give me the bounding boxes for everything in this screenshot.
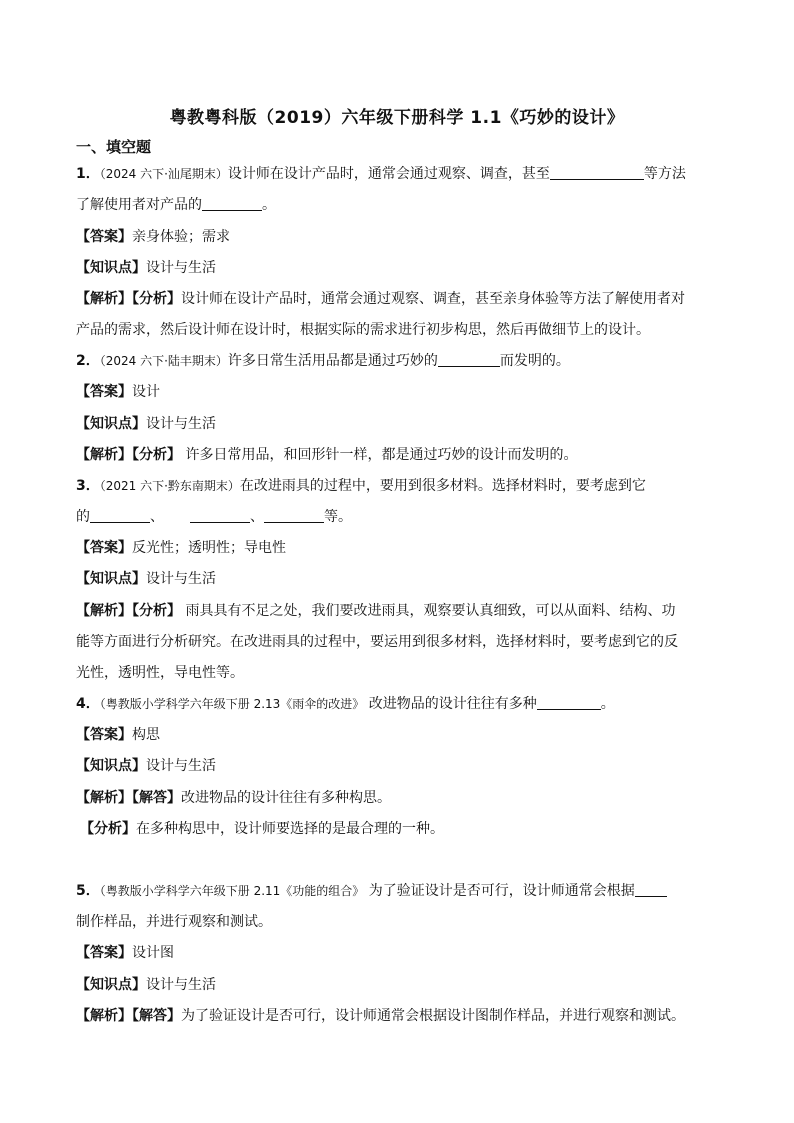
answer-tag: 【答案】 bbox=[76, 229, 132, 245]
q4-answer bbox=[76, 724, 160, 746]
q2-source: （2024 六下·陆丰期末） bbox=[99, 354, 228, 368]
document-title: 粤教粤科版（2019）六年级下册科学 1.1《巧妙的设计》 bbox=[169, 108, 625, 128]
knowledge-text: 设计与生活 bbox=[146, 977, 216, 993]
q3-blank-3 bbox=[264, 508, 324, 523]
q3-analysis-line-1 bbox=[76, 600, 675, 622]
q1-line-2 bbox=[76, 194, 276, 216]
q4-blank-1 bbox=[537, 695, 601, 710]
answer-tag: 【答案】 bbox=[76, 727, 132, 743]
q3-text-a: 在改进雨具的过程中，要用到很多材料。选择材料时，要考虑到它 bbox=[239, 478, 646, 494]
analysis-text: 许多日常用品，和回形针一样，都是通过巧妙的设计而发明的。 bbox=[181, 447, 578, 463]
q2-answer bbox=[76, 381, 160, 403]
q2-knowledge-point bbox=[76, 413, 216, 435]
knowledge-tag: 【知识点】 bbox=[76, 977, 146, 993]
q1-knowledge-point bbox=[76, 257, 216, 279]
q1-text-a: 设计师在设计产品时，通常会通过观察、调查，甚至 bbox=[227, 166, 550, 182]
analysis-tag: 【解析】【分析】 bbox=[76, 603, 181, 619]
q4-source: （粤教版小学科学六年级下册 2.13《雨伞的改进》 bbox=[99, 697, 365, 711]
knowledge-tag: 【知识点】 bbox=[76, 260, 146, 276]
knowledge-text: 设计与生活 bbox=[146, 416, 216, 432]
q5-answer bbox=[76, 942, 174, 964]
q4-knowledge-point bbox=[76, 755, 216, 777]
q5-line-2: 制作样品，并进行观察和测试。 bbox=[76, 914, 272, 930]
q4-number: 4． bbox=[76, 696, 100, 712]
knowledge-text: 设计与生活 bbox=[146, 758, 216, 774]
q3-number: 3． bbox=[76, 478, 100, 494]
analysis-tag: 【解析】【分析】 bbox=[76, 447, 181, 463]
q3-source: （2021 六下·黔东南期末） bbox=[99, 479, 240, 493]
q2-text-b: 而发明的。 bbox=[499, 353, 570, 369]
q1-blank-2 bbox=[202, 196, 262, 211]
q3-analysis-line-2: 能等方面进行分析研究。在改进雨具的过程中，要运用到很多材料，选择材料时，要考虑到它的反 bbox=[76, 634, 678, 650]
q3-line-1 bbox=[76, 475, 646, 497]
q4-line-1 bbox=[76, 693, 615, 715]
q1-text-c: 了解使用者对产品的 bbox=[76, 197, 202, 213]
q5-number: 5． bbox=[76, 883, 100, 899]
q2-blank-1 bbox=[438, 352, 500, 367]
answer-text: 构思 bbox=[132, 727, 160, 743]
q3-blank-2 bbox=[190, 508, 250, 523]
knowledge-text: 设计与生活 bbox=[146, 260, 216, 276]
q3-text-c: 等。 bbox=[324, 509, 352, 525]
analysis-text: 在多种构思中，设计师要选择的是最合理的一种。 bbox=[136, 821, 444, 837]
section-heading: 一、填空题 bbox=[76, 138, 152, 156]
analysis-text: 设计师在设计产品时，通常会通过观察、调查，甚至亲身体验等方法了解使用者对 bbox=[181, 291, 685, 307]
q2-number: 2． bbox=[76, 353, 100, 369]
answer-text: 设计图 bbox=[132, 945, 174, 961]
q3-answer bbox=[76, 537, 286, 559]
knowledge-text: 设计与生活 bbox=[146, 571, 216, 587]
q1-line-1 bbox=[76, 163, 686, 185]
q5-line-1 bbox=[76, 880, 667, 902]
analysis-tag: 【解析】【分析】 bbox=[76, 291, 181, 307]
q3-blank-1 bbox=[90, 508, 150, 523]
q5-source: （粤教版小学科学六年级下册 2.11《功能的组合》 bbox=[99, 884, 365, 898]
answer-text: 反光性；透明性；导电性 bbox=[132, 540, 286, 556]
answer-text: 亲身体验；需求 bbox=[132, 229, 230, 245]
q3-sep-1: 、 bbox=[150, 509, 164, 525]
q1-answer bbox=[76, 226, 230, 248]
answer-tag: 【答案】 bbox=[76, 384, 132, 400]
q1-text-b: 等方法 bbox=[643, 166, 686, 182]
q4-text-b: 。 bbox=[600, 696, 615, 712]
knowledge-tag: 【知识点】 bbox=[76, 416, 146, 432]
q2-analysis-line-1 bbox=[76, 444, 577, 466]
answer-tag: 【答案】 bbox=[76, 945, 132, 961]
q5-blank-1 bbox=[635, 882, 667, 897]
knowledge-tag: 【知识点】 bbox=[76, 758, 146, 774]
analysis-tag: 【解析】【解答】 bbox=[76, 790, 181, 806]
q5-analysis-line-1 bbox=[76, 1005, 685, 1027]
q1-analysis-line-2: 产品的需求，然后设计师在设计时，根据实际的需求进行初步构思，然后再做细节上的设计。 bbox=[76, 322, 650, 338]
answer-tag: 【答案】 bbox=[76, 540, 132, 556]
q1-number: 1． bbox=[76, 166, 100, 182]
q5-knowledge-point bbox=[76, 974, 216, 996]
q3-text-b: 的 bbox=[76, 509, 90, 525]
analysis-text: 改进物品的设计往往有多种构思。 bbox=[181, 790, 391, 806]
q2-text-a: 许多日常生活用品都是通过巧妙的 bbox=[227, 353, 438, 369]
q3-knowledge-point bbox=[76, 568, 216, 590]
analysis-tag: 【分析】 bbox=[80, 821, 136, 837]
q5-text-a: 为了验证设计是否可行，设计师通常会根据 bbox=[364, 883, 635, 899]
q3-sep-2: 、 bbox=[250, 509, 264, 525]
analysis-text: 为了验证设计是否可行，设计师通常会根据设计图制作样品，并进行观察和测试。 bbox=[181, 1008, 685, 1024]
analysis-text: 雨具具有不足之处，我们要改进雨具，观察要认真细致，可以从面料、结构、功 bbox=[181, 603, 676, 619]
q2-line-1 bbox=[76, 350, 570, 372]
analysis-tag: 【解析】【解答】 bbox=[76, 1008, 181, 1024]
q1-text-d: 。 bbox=[262, 197, 276, 213]
answer-text: 设计 bbox=[132, 384, 160, 400]
q1-analysis-line-1 bbox=[76, 288, 685, 310]
q1-source: （2024 六下·汕尾期末） bbox=[99, 167, 228, 181]
q4-analysis-line-1 bbox=[76, 787, 391, 809]
q3-line-2 bbox=[76, 506, 352, 528]
knowledge-tag: 【知识点】 bbox=[76, 571, 146, 587]
q1-blank-1 bbox=[550, 165, 644, 180]
q3-analysis-line-3: 光性，透明性，导电性等。 bbox=[76, 665, 244, 681]
q4-text-a: 改进物品的设计往往有多种 bbox=[364, 696, 537, 712]
q4-analysis-line-2 bbox=[80, 818, 444, 840]
